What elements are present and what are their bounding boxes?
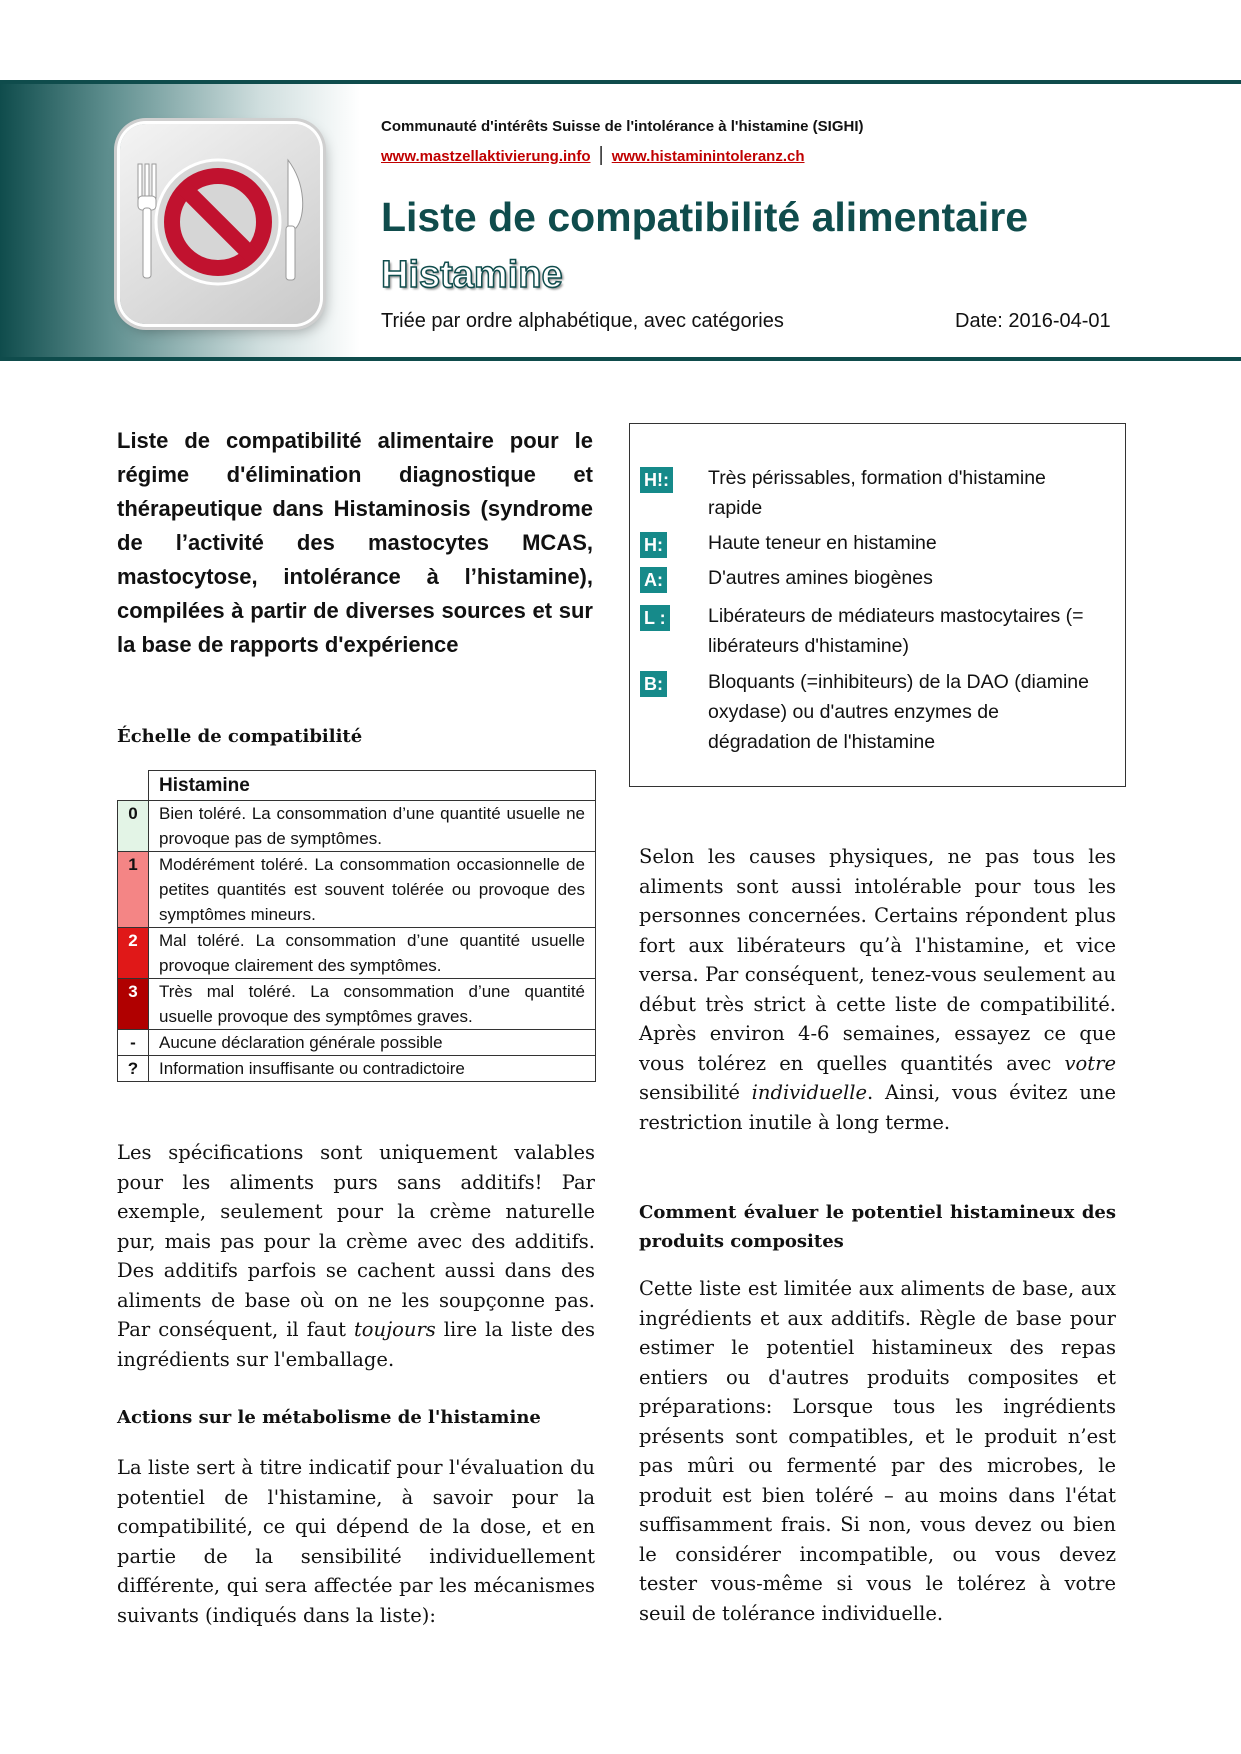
legend-tag-l: L :	[640, 605, 670, 631]
scale-desc-question: Information insuffisante ou contradictoire	[149, 1056, 596, 1082]
table-header-row	[118, 771, 596, 801]
legend-text: Libérateurs de médiateurs mastocytaires (= libérateurs d'histamine)	[708, 605, 1084, 657]
causes-text-italic-2: individuelle	[751, 1081, 868, 1104]
causes-text-italic-1: votre	[1064, 1051, 1116, 1075]
actions-heading: Actions sur le métabolisme de l'histamine	[117, 1407, 541, 1428]
legend-tag-hh: H!:	[640, 467, 673, 493]
column-header-histamine: Histamine	[149, 771, 596, 801]
compatibility-scale-table	[117, 770, 596, 1082]
page-title: Liste de compatibilité alimentaire	[381, 194, 1029, 240]
legend-tag-b: B:	[640, 671, 667, 697]
scale-level-3: 3	[118, 979, 149, 1030]
scale-level-question: ?	[118, 1056, 149, 1082]
link-histaminintoleranz[interactable]: www.histaminintoleranz.ch	[611, 148, 805, 165]
spec-text-2: lire la liste des ingrédients sur l'emballage.	[117, 1318, 595, 1371]
scale-desc-1: Modérément toléré. La consommation occasionnelle de petites quantités est souvent tolérée ou provoque des symptômes mineurs.	[149, 852, 596, 928]
scale-level-dash: -	[118, 1030, 149, 1056]
legend-text: Très périssables, formation d'histamine rapide	[708, 467, 1046, 519]
document-date: Date: 2016-04-01	[955, 310, 1111, 332]
sort-note: Triée par ordre alphabétique, avec catégories	[381, 310, 784, 332]
actions-paragraph: La liste sert à titre indicatif pour l'évaluation du potentiel de l'histamine, à savoir pour la compatibilité, ce qui dépend de la dose, et en partie de la sensibilité individuellement différente, qui sera affectée par les mécanismes suivants (indiqués dans la liste):	[117, 1456, 595, 1627]
legend-text: Bloquants (=inhibiteurs) de la DAO (diamine oxydase) ou d'autres enzymes de dégradation de l'histamine	[708, 671, 1089, 753]
header-links	[381, 144, 805, 167]
table-row	[118, 1056, 596, 1082]
table-corner	[118, 771, 149, 801]
legend-tag-a: A:	[640, 567, 667, 593]
composite-heading: Comment évaluer le potentiel histamineux des produits composites	[639, 1202, 1116, 1252]
no-food-icon	[120, 124, 320, 324]
org-name: Communauté d'intérêts Suisse de l'intolérance à l'histamine (SIGHI)	[381, 118, 864, 135]
table-row	[118, 979, 596, 1030]
legend-text: D'autres amines biogènes	[708, 567, 933, 589]
scale-level-2: 2	[118, 928, 149, 979]
legend-text: Haute teneur en histamine	[708, 532, 937, 554]
link-mastzellaktivierung[interactable]: www.mastzellaktivierung.info	[381, 148, 591, 165]
scale-desc-0: Bien toléré. La consommation d’une quantité usuelle ne provoque pas de symptômes.	[149, 801, 596, 852]
causes-text-1: Selon les causes physiques, ne pas tous les aliments sont aussi intolérable pour tous les personnes concernées. Certains répondent plus fort aux libérateurs qu’à l'histamine, et vice versa. Par conséquent, tenez-vous seulement au début très strict à cette liste de compatibilité. Après environ 4-6 semaines, essayez ce que vous tolérez en quelles quantités avec	[639, 845, 1116, 1075]
spec-text-1: Les spécifications sont uniquement valables pour les aliments purs sans additifs! Par exemple, seulement pour la crème naturelle pur, mais pas pour la crème avec des additifs. Des additifs parfois se cachent aussi dans des aliments de base où on ne les soupçonne pas. Par conséquent, il faut	[117, 1141, 595, 1341]
causes-text-3: . Ainsi, vous évitez une restriction inutile à long terme.	[639, 1081, 1116, 1134]
legend-box	[629, 423, 1126, 787]
page-subtitle: Histamine	[381, 254, 563, 296]
scale-level-0: 0	[118, 801, 149, 852]
scale-desc-3: Très mal toléré. La consommation d’une quantité usuelle provoque des symptômes graves.	[149, 979, 596, 1030]
scale-desc-2: Mal toléré. La consommation d’une quantité usuelle provoque clairement des symptômes.	[149, 928, 596, 979]
link-separator: |	[598, 144, 604, 166]
table-row	[118, 928, 596, 979]
header-band	[0, 80, 1241, 361]
causes-paragraph	[639, 842, 1116, 1137]
table-row	[118, 801, 596, 852]
intro-paragraph: Liste de compatibilité alimentaire pour le régime d'élimination diagnostique et thérapeutique dans Histaminosis (syndrome de l’activité des mastocytes MCAS, mastocytose, intolérance à l’histamine), compilées à partir de diverses sources et sur la base de rapports d'expérience	[117, 428, 593, 657]
spec-text-italic: toujours	[353, 1318, 436, 1341]
table-row	[118, 1030, 596, 1056]
legend-tag-h: H:	[640, 532, 667, 558]
specifications-paragraph	[117, 1138, 595, 1374]
table-row	[118, 852, 596, 928]
scale-desc-dash: Aucune déclaration générale possible	[149, 1030, 596, 1056]
scale-level-1: 1	[118, 852, 149, 928]
no-food-logo	[120, 124, 320, 324]
scale-heading: Échelle de compatibilité	[117, 726, 363, 747]
causes-text-2: sensibilité	[639, 1081, 752, 1104]
composite-paragraph: Cette liste est limitée aux aliments de base, aux ingrédients et aux additifs. Règle de base pour estimer le potentiel histamineux des repas entiers ou d'autres produits composites et préparations: Lorsque tous les ingrédients présents sont compatibles, et le produit n’est pas mûri ou fermenté par des microbes, le produit est bien toléré – au moins dans l'état suffisamment frais. Si non, vous devez ou bien le considérer incompatible, ou vous devez tester vous-même si vous le tolérez à votre seuil de tolérance individuelle.	[639, 1277, 1116, 1625]
